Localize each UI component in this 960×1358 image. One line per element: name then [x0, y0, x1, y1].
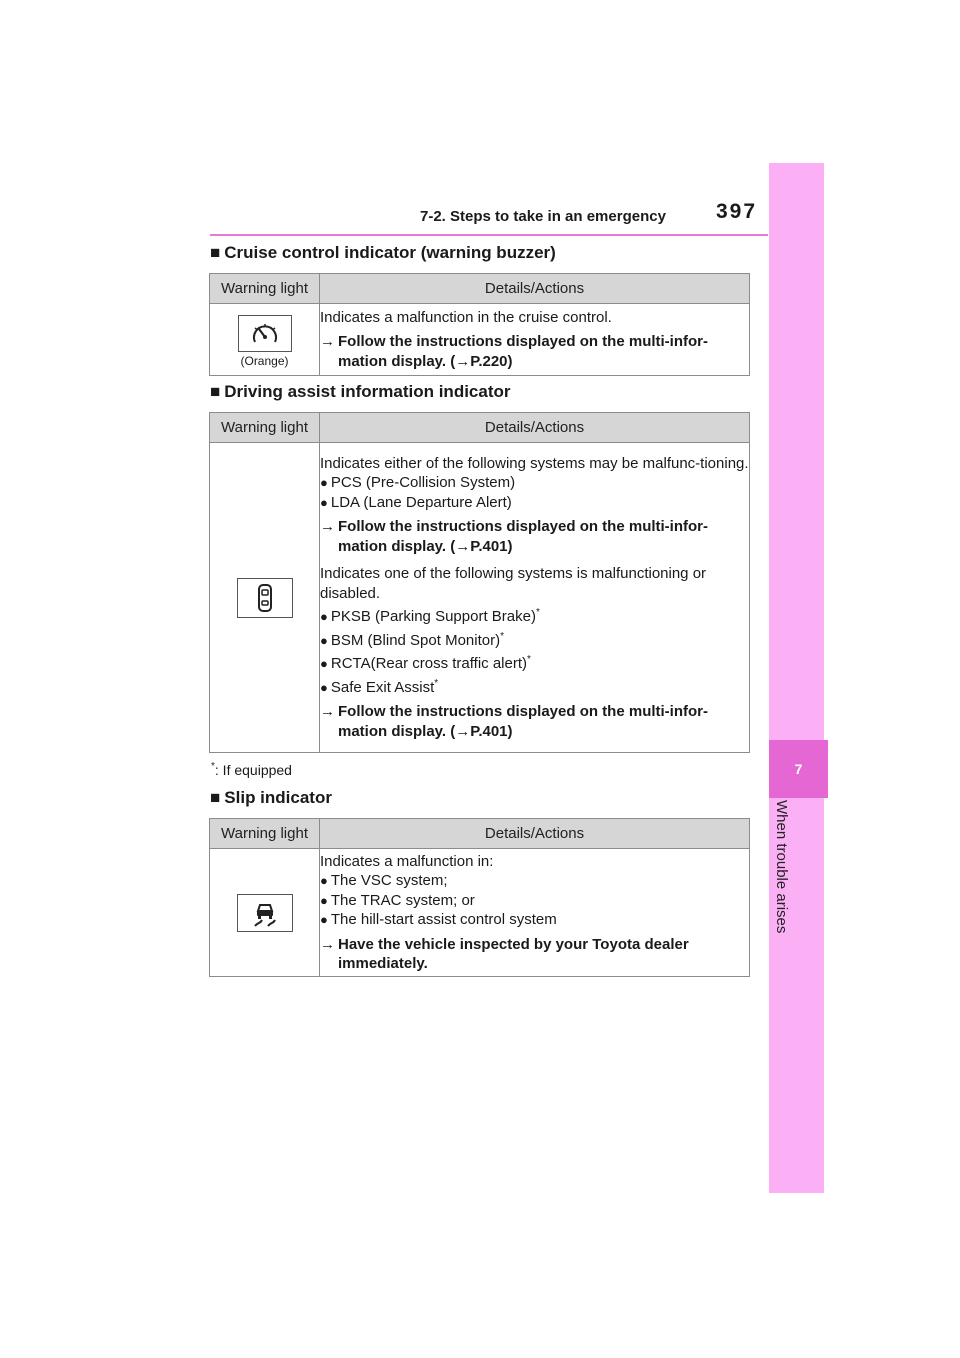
table-header-details: Details/Actions — [320, 819, 750, 849]
cruise-heading-text: Cruise control indicator (warning buzzer) — [224, 243, 556, 262]
cruise-section-heading — [210, 243, 556, 263]
driving-detail-text-1: Indicates either of the following systems may be malfunc-tioning. — [320, 454, 749, 472]
chapter-number-box — [769, 740, 828, 798]
arrow-icon: → — [320, 703, 335, 721]
footnote-asterisk: * — [527, 654, 531, 666]
driving-heading-text: Driving assist information indicator — [224, 382, 511, 401]
cruise-details-cell — [320, 304, 750, 376]
driving-action-1: → Follow the instructions displayed on the multi-infor-mation display. (→P.401) — [320, 518, 708, 555]
list-item: ● The hill-start assist control system — [320, 910, 749, 930]
slip-indicator-icon — [237, 894, 293, 932]
arrow-icon: → — [455, 352, 471, 370]
driving-icon-cell — [210, 443, 320, 753]
table-header-light: Warning light — [210, 274, 320, 304]
cruise-icon-cell — [210, 304, 320, 376]
slip-detail-text: Indicates a malfunction in: — [320, 852, 494, 870]
square-bullet-icon: ■ — [210, 243, 221, 262]
arrow-icon: → — [320, 935, 335, 953]
chapter-number: 7 — [794, 761, 803, 777]
footnote-asterisk: * — [211, 761, 215, 772]
slip-section-heading — [210, 788, 332, 808]
table-header-details: Details/Actions — [320, 413, 750, 443]
page-number: 397 — [716, 200, 758, 223]
page-reference-link[interactable]: P.401 — [470, 722, 508, 740]
header-divider — [210, 234, 768, 236]
list-item: ● PCS (Pre-Collision System) — [320, 473, 749, 493]
footnote-text: : If equipped — [214, 762, 292, 778]
list-item: ● The TRAC system; or — [320, 891, 749, 911]
list-item: ● The VSC system; — [320, 871, 749, 891]
slip-action: → Have the vehicle inspected by your Toyota dealer immediately. — [320, 935, 689, 972]
driving-assist-warning-table — [209, 412, 750, 753]
list-item: ● RCTA(Rear cross traffic alert)* — [320, 654, 749, 674]
cruise-control-icon — [238, 315, 292, 352]
slip-heading-text: Slip indicator — [224, 788, 332, 807]
table-header-details: Details/Actions — [320, 274, 750, 304]
page-reference-link[interactable]: P.220 — [470, 352, 508, 370]
list-item: ● BSM (Blind Spot Monitor)* — [320, 631, 749, 651]
footnote — [211, 762, 292, 778]
slip-icon-cell — [210, 849, 320, 977]
footnote-asterisk: * — [535, 607, 540, 619]
footnote-asterisk: * — [500, 630, 504, 642]
footnote-asterisk: * — [434, 677, 439, 689]
cruise-detail-text: Indicates a malfunction in the cruise control. — [320, 308, 612, 326]
driving-detail-text-2: Indicates one of the following systems is malfunctioning or disabled. — [320, 565, 707, 602]
list-item: ● LDA (Lane Departure Alert) — [320, 493, 749, 513]
arrow-icon: → — [320, 518, 335, 536]
driving-assist-icon — [237, 578, 293, 618]
driving-assist-section-heading — [210, 382, 511, 402]
cruise-action: → Follow the instructions displayed on the multi-infor-mation display. (→P.220) — [320, 333, 708, 370]
table-header-light: Warning light — [210, 413, 320, 443]
arrow-icon: → — [455, 537, 471, 555]
driving-action-2: → Follow the instructions displayed on the multi-infor-mation display. (→P.401) — [320, 703, 708, 740]
square-bullet-icon: ■ — [210, 788, 221, 807]
list-item: ● PKSB (Parking Support Brake)* — [320, 607, 749, 627]
chapter-title: When trouble arises — [773, 800, 790, 934]
cruise-warning-table — [209, 273, 750, 376]
driving-details-cell — [320, 443, 750, 753]
chapter-side-tab — [769, 163, 824, 1193]
list-item: ● Safe Exit Assist* — [320, 678, 749, 698]
arrow-icon: → — [320, 333, 335, 351]
slip-warning-table — [209, 818, 750, 977]
page-reference-link[interactable]: P.401 — [470, 537, 508, 555]
square-bullet-icon: ■ — [210, 382, 221, 401]
table-header-light: Warning light — [210, 819, 320, 849]
section-header-title: 7-2. Steps to take in an emergency — [420, 208, 666, 225]
slip-details-cell — [320, 849, 750, 977]
icon-caption-color: (Orange) — [240, 354, 289, 368]
arrow-icon: → — [455, 722, 471, 740]
